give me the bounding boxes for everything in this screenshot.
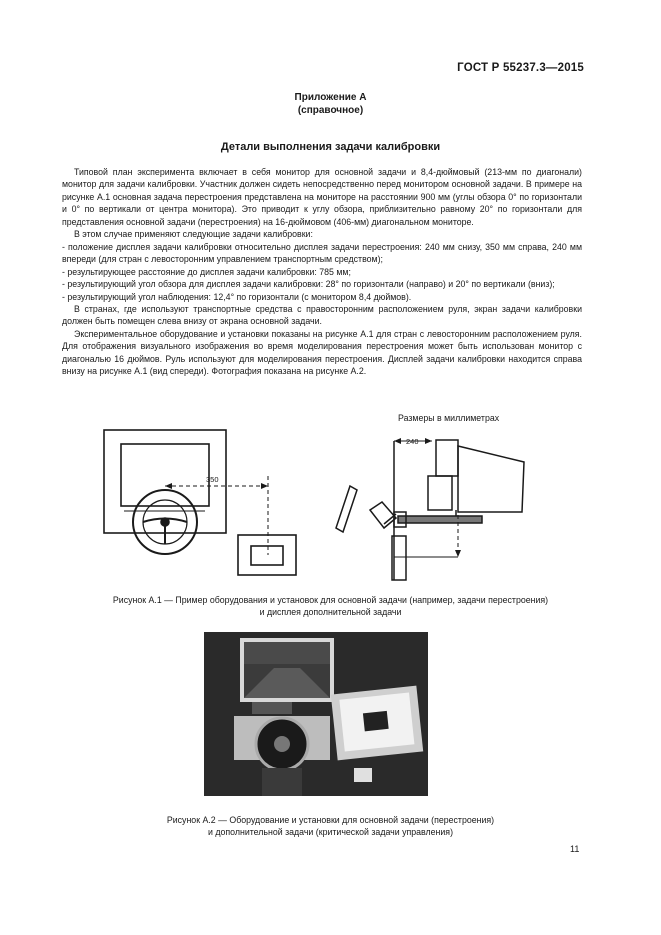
caption-line: и дополнительной задачи (критической задачи управления) <box>207 827 453 837</box>
appendix-subtitle: (справочное) <box>297 105 364 116</box>
list-item: - результирующий угол обзора для дисплея задачи калибровки: 28° по горизонтали (направо) и 20° по вертикали (вниз); <box>62 279 555 290</box>
section-title: Детали выполнения задачи калибровки <box>220 141 441 153</box>
dimension-350: 350 <box>206 475 219 484</box>
caption-line: Рисунок А.2 — Оборудование и установки для основной задачи (перестроения) <box>166 815 495 825</box>
table-top <box>398 516 482 523</box>
driver-seat <box>336 486 357 532</box>
paragraph: Типовой план эксперимента включает в себя монитор для основной задачи и 8,4-дюймовый (213-мм по диагонали) монитор для задачи калибровки. Участник должен сидеть непосредственно перед монитором основной задачи. В примере на рисунке А.1 основная задача перестроения представлена на мониторе на расстоянии 900 мм (углы обзора 0° по горизонтали и 0° по вертикали от центра монитора). Это приводит к углу обзора, приблизительно равному 20° по горизонтали для представления основной задачи (перестроения) на 16-дюймовом (406-мм) диагональном мониторе. <box>62 167 582 227</box>
paragraph: В этом случае применяют следующие задачи калибровки: <box>74 229 313 240</box>
calibration-display-outline <box>238 535 296 575</box>
side-view <box>336 438 524 580</box>
calibration-display-screen <box>251 546 283 565</box>
list-item: - положение дисплея задачи калибровки относительно дисплея задачи перестроения: 240 мм снизу, 350 мм справа, 240 мм впереди (для стран с левосторонним управлением транспортным средством); <box>62 241 582 265</box>
dimension-240: 240 <box>406 437 419 446</box>
paragraph: Экспериментальное оборудование и установки показаны на рисунке А.1 для стран с левосторонним расположением руля. Для отображения визуального изображения во время моделирования перестроения может быть использован монитор с диагональю 16 дюймов. Руль используют для моделирования перестроения. Дисплей задачи калибровки находится справа внизу на рисунке А.1 (вид спереди). Фотография показана на рисунке А.2. <box>62 328 582 377</box>
caption-line: Рисунок А.1 — Пример оборудования и установок для основной задачи (например, задачи перестроения) <box>112 595 549 605</box>
main-monitor-screen <box>121 444 209 506</box>
standard-number: ГОСТ Р 55237.3—2015 <box>457 62 584 74</box>
list-item: - результирующий угол наблюдения: 12,4° по горизонтали (с монитором 8,4 дюймов). <box>62 291 412 302</box>
front-view <box>104 430 296 575</box>
appendix-title: Приложение А <box>294 92 367 103</box>
calibration-monitor-side <box>428 476 452 510</box>
steering-column <box>370 502 396 528</box>
figure-a2-caption <box>0 814 661 838</box>
figure-a1-caption <box>0 594 661 618</box>
page-number: 11 <box>570 844 580 854</box>
units-note: Размеры в миллиметрах <box>398 413 500 423</box>
figure-a2-photo <box>204 632 428 796</box>
monitor-back <box>458 446 524 512</box>
main-monitor-side <box>436 440 458 476</box>
paragraph: В странах, где используют транспортные средства с правосторонним расположением руля, экран задачи калибровки должен быть помещен слева внизу от экрана основной задачи. <box>62 303 582 327</box>
list-item: - результирующее расстояние до дисплея задачи калибровки: 785 мм; <box>62 266 351 277</box>
caption-line: и дисплея дополнительной задачи <box>259 607 402 617</box>
